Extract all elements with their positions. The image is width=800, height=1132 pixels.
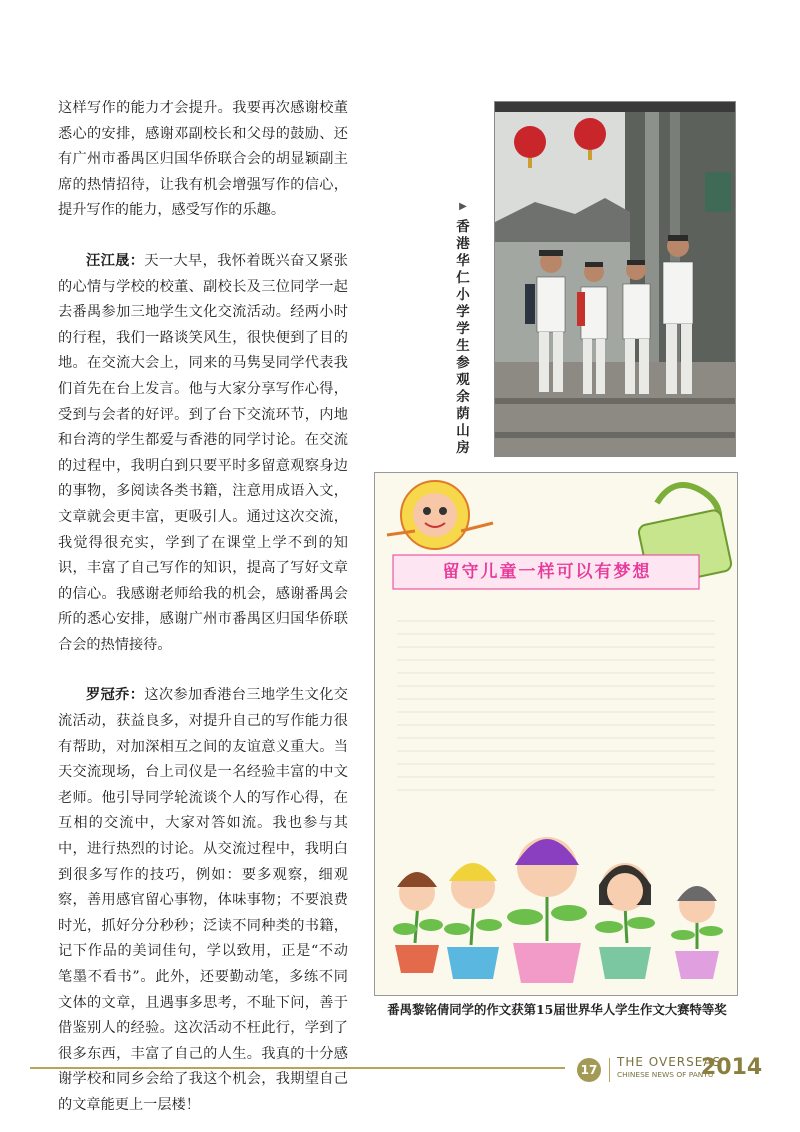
article-paragraph-1: 这样写作的能力才会提升。我要再次感谢校董悉心的安排，感谢邓副校长和父母的鼓励、还有广州市番禺区归国华侨联合会的胡显颖副主席的热情招待，让我有机会增强写作的信心，提升写作的能力，感受写作的乐趣。 <box>58 100 348 219</box>
poster-artwork <box>374 472 738 996</box>
students-photo-illustration <box>495 102 735 456</box>
speaker-name-luo: 罗冠乔： <box>86 687 145 704</box>
photo-caption-text: 香港华仁小学学生参观余荫山房 <box>456 219 470 456</box>
poster-title: 留守儿童一样可以有梦想 <box>442 562 652 582</box>
brand-line-2: CHINESE NEWS OF PANYU <box>617 1070 714 1079</box>
footer-separator <box>609 1058 610 1082</box>
article-column <box>58 96 348 1119</box>
caption-arrow-icon: ▶ <box>459 201 467 212</box>
article-paragraph-2 <box>58 249 348 659</box>
page-number: 17 <box>577 1058 601 1082</box>
poster-illustration <box>375 473 737 995</box>
poster-caption: 番禺黎铭倩同学的作文获第15届世界华人学生作文大赛特等奖 <box>387 1002 727 1017</box>
issue-year: 2014 <box>701 1055 763 1080</box>
article-paragraph-3 <box>58 683 348 1118</box>
flower-children-group <box>393 837 723 983</box>
paragraph-3-text: 这次参加香港台三地学生文化交流活动，获益良多，对提升自己的写作能力很有帮助，对加深相互之间的友谊意义重大。当天交流现场，台上司仪是一名经验丰富的中文老师。他引导同学轮流谈个人的写作心得，在互相的交流中，大家对答如流。我也参与其中，进行热烈的讨论。从交流过程中，我明白到很多写作的技巧，例如：要多观察，细观察，善用感官留心事物，体味事物；不要浪费时光，抓好分分秒秒；泛读不同种类的书籍，记下作品的美词佳句，学以致用，正是“不动笔墨不看书”。此外，还要勤动笔，多练不同文体的文章，且遇事多思考，不耻下问，善于借鉴别人的经验。这次活动不枉此行，学到了很多东西，丰富了自己的人生。我真的十分感谢学校和同乡会给了我这个机会，我期望自己的文章能更上一层楼！ <box>58 687 348 1113</box>
paragraph-2-text: 天一大早，我怀着既兴奋又紧张的心情与学校的校董、副校长及三位同学一起去番禺参加三地学生文化交流活动。经两小时的行程，我们一路谈笑风生，很快便到了目的地。在交流大会上，同来的马隽旻同学代表我们首先在台上发言。他与大家分享写作心得，受到与会者的好评。到了台下交流环节，内地和台湾的学生都爱与香港的同学讨论。在交流的过程中，我明白到只要平时多留意观察身边的事物，多阅读各类书籍，注意用成语入文，文章就会更丰富，更吸引人。通过这次交流，我觉得很充实，学到了在课堂上学不到的知识，丰富了自己写作的知识，提高了写好文章的信心。我感谢老师给我的机会，感谢番禺会所的悉心安排，感谢广州市番禺区归国华侨联合会的热情接待。 <box>58 252 348 653</box>
brand-line-1: THE OVERSEAS <box>617 1055 722 1069</box>
sun-icon <box>387 481 493 549</box>
students-photo <box>494 101 736 457</box>
footer-rule <box>30 1067 565 1069</box>
photo-caption <box>452 198 474 457</box>
speaker-name-wang: 汪江晟： <box>86 252 145 269</box>
